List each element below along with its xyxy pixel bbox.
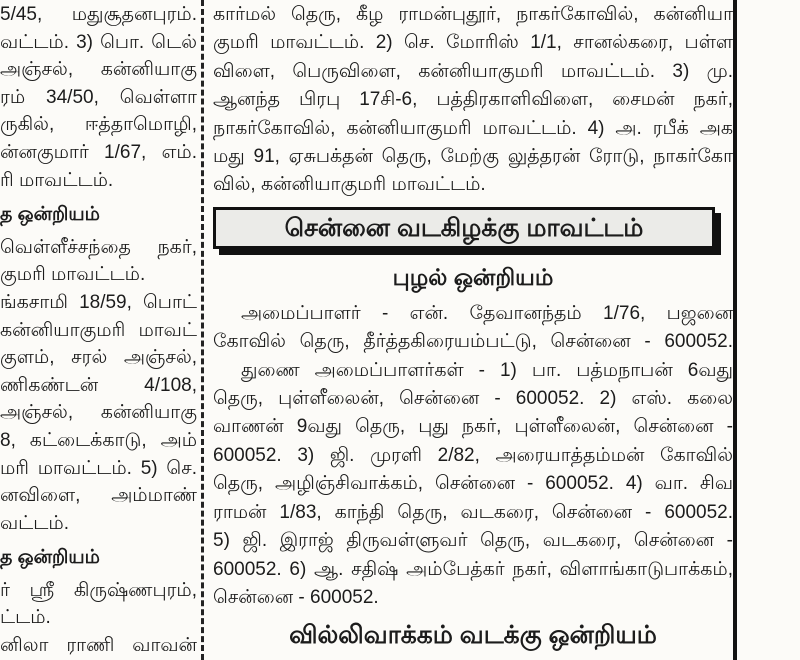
text-line: துணை அமைப்பாளர்கள் - 1) பா. பத்மநாபன் 6வது — [241, 359, 733, 381]
text-line: தெரு, புள்ளீலைன், சென்னை - 600052. 2) எஸ். கலை — [213, 388, 733, 410]
text-line: 5/45, மதுசூதனபுரம். — [0, 4, 197, 25]
text-line: ன்னகுமார் 1/67, எம். — [0, 141, 197, 163]
text-line: சென்னை - 600052. — [213, 586, 379, 608]
text-line: விளை, பெருவிளை, கன்னியாகுமரி மாவட்டம். 3) மு. — [213, 60, 733, 82]
text-line: 600052. 3) ஜி. முரளி 2/82, அரையாத்தம்மன் கோவில் — [213, 444, 733, 466]
left-column-cutoff — [0, 1, 197, 660]
text-line: 8, கட்டைக்காடு, அம் — [0, 429, 197, 451]
text-line: 600052. 6) ஆ. சதிஷ் அம்பேத்கர் நகர், விளாங்காடுபாக்கம், — [213, 558, 733, 580]
organiser-entries-paragraph — [213, 300, 733, 612]
text-line: ராமன் 1/83, காந்தி தெரு, வடகரை, சென்னை - 600052. — [213, 501, 733, 523]
text-line: கன்னியாகுமரி மாவட் — [0, 319, 197, 341]
right-column — [213, 1, 733, 650]
right-vertical-rule — [733, 0, 737, 660]
text-line: கோவில் தெரு, தீர்த்தகிரையம்பட்டு, சென்னை - 600052. — [213, 331, 733, 353]
district-header-box: சென்னை வடகிழக்கு மாவட்டம் — [213, 207, 715, 249]
text-line: வட்டம். 3) பொ. டெல் — [0, 31, 197, 53]
text-line: ரி மாவட்டம். — [0, 169, 114, 191]
text-line: ட்டம். — [0, 607, 51, 629]
text-line: 5) ஜி. இராஜ் திருவள்ளுவர் தெரு, வடகரை, சென்னை - — [213, 530, 733, 552]
text-line: குமரி மாவட்டம். — [0, 264, 146, 286]
text-line: னவிளை, அம்மாண் — [0, 485, 197, 507]
text-line: ங்கசாமி 18/59, பொட் — [0, 291, 197, 313]
text-line: வட்டம். — [0, 512, 69, 534]
text-line: மது 91, ஏசுபக்தன் தெரு, மேற்கு லுத்தரன் ரோடு, நாகர்கோ — [213, 146, 733, 168]
text-line: வாணன் 9வது தெரு, புது நகர், புள்ளீலைன், சென்னை - — [213, 416, 733, 438]
text-line: நாகர்கோவில், கன்னியாகுமரி மாவட்டம். 4) அ. ரபீக் அக — [213, 117, 733, 139]
text-line: குமரி மாவட்டம். 2) செ. மோரிஸ் 1/1, சானல்கரை, பள்ள — [213, 32, 733, 54]
union-heading-villivakkam-north: வில்லிவாக்கம் வடக்கு ஒன்றியம் — [289, 621, 657, 650]
dashed-column-divider — [201, 0, 204, 660]
text-line: ருகில், ஈத்தாமொழி, — [0, 114, 197, 136]
text-line: கார்மல் தெரு, கீழ ராமன்புதூர், நாகர்கோவில், கன்னியா — [213, 4, 733, 25]
text-line: அமைப்பாளர் - என். தேவானந்தம் 1/76, பஜனை — [241, 302, 733, 324]
text-line: வெள்ளீச்சந்தை நகர், — [0, 236, 197, 258]
text-line: அஞ்சல், கன்னியாகு — [0, 59, 197, 81]
union-heading-puzhal: புழல் ஒன்றியம் — [392, 263, 554, 290]
text-line: ஆனந்த பிரபு 17சி-6, பத்திரகாளிவிளை, சைமன் நகர், — [213, 89, 733, 111]
text-line: வில், கன்னியாகுமரி மாவட்டம். — [213, 174, 486, 196]
section-heading-cutoff: த ஒன்றியம் — [0, 547, 100, 569]
text-line: ணிகண்டன் 4/108, — [0, 374, 197, 396]
text-line: ரம் 34/50, வெள்ளா — [0, 86, 197, 108]
continued-entries-paragraph — [213, 1, 733, 200]
text-line: குளம், சரல் அஞ்சல், — [0, 347, 197, 369]
text-line: தெரு, அழிஞ்சிவாக்கம், சென்னை - 600052. 4) வா. சிவ — [213, 473, 733, 495]
text-line: அஞ்சல், கன்னியாகு — [0, 402, 197, 424]
text-line: மரி மாவட்டம். 5) செ. — [0, 457, 197, 479]
text-line: னிலா ராணி வாவன் — [0, 635, 197, 657]
text-line: ர் ஸ்ரீ கிருஷ்ணபுரம், — [0, 579, 197, 601]
section-heading-cutoff: த ஒன்றியம் — [0, 204, 100, 226]
